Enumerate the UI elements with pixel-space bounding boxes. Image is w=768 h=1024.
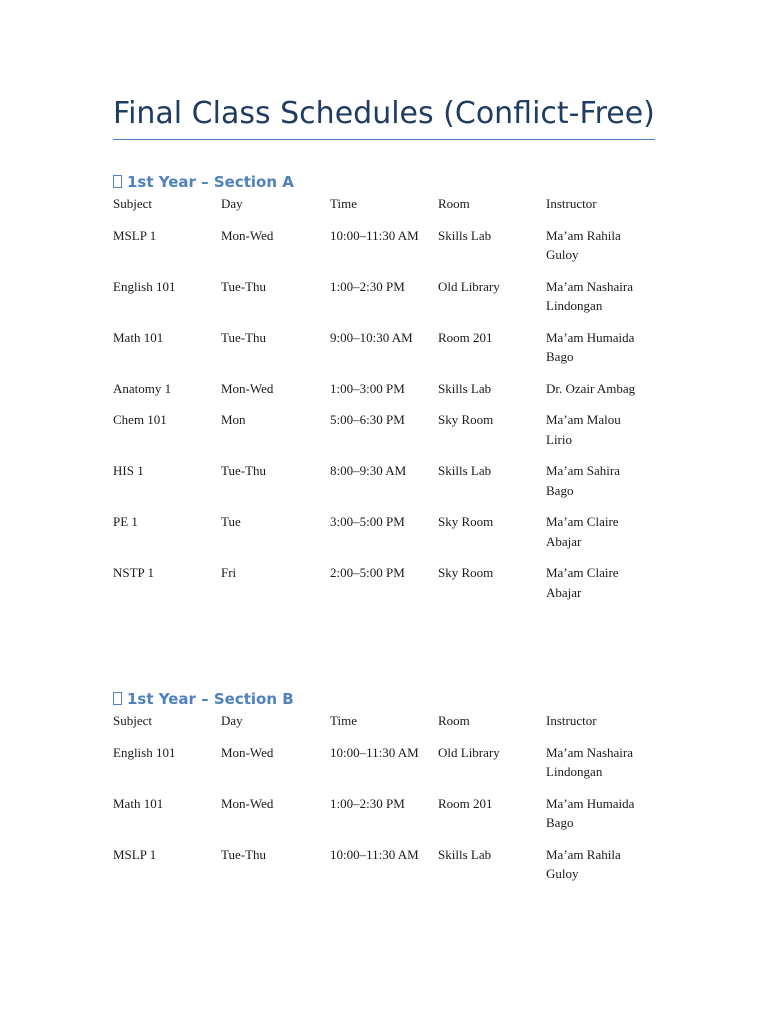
- title-divider: [113, 139, 655, 140]
- cell-instructor: Ma’am Claire Abajar: [546, 565, 619, 600]
- cell-room: Skills Lab: [438, 380, 492, 396]
- cell-day: Tue: [221, 514, 241, 529]
- cell-time: 10:00–11:30 AM: [330, 846, 419, 862]
- cell-subject: English 101: [113, 744, 176, 760]
- table-row: [113, 845, 655, 896]
- section-1st-year-a: [113, 170, 655, 614]
- cell-time: 1:00–2:30 PM: [330, 278, 405, 294]
- cell-subject: Chem 101: [113, 412, 167, 427]
- column-header-subject: Subject: [113, 196, 152, 211]
- cell-room: Skills Lab: [438, 846, 492, 862]
- cell-time: 1:00–3:00 PM: [330, 380, 405, 396]
- cell-instructor: Ma’am Nashaira Lindongan: [546, 744, 633, 779]
- cell-room: Room 201: [438, 795, 493, 811]
- cell-day: Tue-Thu: [221, 329, 267, 345]
- table-row: [113, 743, 655, 794]
- cell-instructor: Ma’am Sahira Bago: [546, 463, 621, 498]
- table-header-row: [113, 711, 655, 743]
- column-header-subject: Subject: [113, 713, 152, 728]
- cell-instructor: Ma’am Humaida Bago: [546, 329, 635, 364]
- cell-instructor: Ma’am Nashaira Lindongan: [546, 278, 633, 313]
- cell-room: Skills Lab: [438, 227, 492, 243]
- cell-day: Mon-Wed: [221, 744, 274, 760]
- cell-day: Tue-Thu: [221, 846, 267, 862]
- calendar-icon: [113, 175, 122, 188]
- column-header-room: Room: [438, 196, 470, 211]
- section-heading-text: 1st Year – Section B: [127, 690, 294, 708]
- cell-time: 5:00–6:30 PM: [330, 412, 405, 427]
- cell-instructor: Ma’am Malou Lirio: [546, 412, 621, 447]
- cell-time: 10:00–11:30 AM: [330, 744, 419, 760]
- column-header-instructor: Instructor: [546, 713, 597, 728]
- calendar-icon: [113, 692, 122, 705]
- cell-subject: MSLP 1: [113, 846, 157, 862]
- cell-room: Skills Lab: [438, 463, 492, 478]
- schedule-table: [113, 194, 655, 614]
- table-row: [113, 328, 655, 379]
- table-header-row: [113, 194, 655, 226]
- column-header-room: Room: [438, 713, 470, 728]
- cell-day: Mon-Wed: [221, 380, 274, 396]
- column-header-time: Time: [330, 196, 357, 211]
- cell-time: 3:00–5:00 PM: [330, 514, 405, 529]
- cell-instructor: Dr. Ozair Ambag: [546, 380, 636, 396]
- cell-day: Mon-Wed: [221, 227, 274, 243]
- table-row: [113, 226, 655, 277]
- column-header-day: Day: [221, 196, 243, 211]
- cell-room: Sky Room: [438, 565, 494, 580]
- section-heading: [113, 170, 655, 194]
- cell-subject: Anatomy 1: [113, 380, 172, 396]
- cell-instructor: Ma’am Rahila Guloy: [546, 846, 621, 881]
- column-header-time: Time: [330, 713, 357, 728]
- cell-day: Fri: [221, 565, 237, 580]
- table-row: [113, 794, 655, 845]
- schedule-table: [113, 711, 655, 896]
- table-row: [113, 563, 655, 614]
- cell-subject: English 101: [113, 278, 176, 294]
- cell-subject: Math 101: [113, 795, 164, 811]
- cell-room: Old Library: [438, 278, 500, 294]
- cell-room: Old Library: [438, 744, 500, 760]
- cell-time: 9:00–10:30 AM: [330, 329, 413, 345]
- cell-time: 1:00–2:30 PM: [330, 795, 405, 811]
- section-heading-text: 1st Year – Section A: [127, 173, 294, 191]
- cell-instructor: Ma’am Claire Abajar: [546, 514, 619, 549]
- page-title: Final Class Schedules (Conflict-Free): [113, 96, 655, 131]
- cell-day: Mon: [221, 412, 246, 427]
- table-row: [113, 410, 655, 461]
- cell-room: Room 201: [438, 329, 493, 345]
- cell-day: Mon-Wed: [221, 795, 274, 811]
- table-row: [113, 379, 655, 411]
- cell-time: 8:00–9:30 AM: [330, 463, 407, 478]
- cell-instructor: Ma’am Rahila Guloy: [546, 227, 621, 262]
- cell-day: Tue-Thu: [221, 463, 267, 478]
- section-heading: [113, 687, 655, 711]
- cell-room: Sky Room: [438, 514, 494, 529]
- table-row: [113, 461, 655, 512]
- cell-day: Tue-Thu: [221, 278, 267, 294]
- cell-room: Sky Room: [438, 412, 494, 427]
- cell-subject: HIS 1: [113, 463, 144, 478]
- cell-subject: PE 1: [113, 514, 138, 529]
- cell-time: 2:00–5:00 PM: [330, 565, 405, 580]
- column-header-instructor: Instructor: [546, 196, 597, 211]
- table-row: [113, 512, 655, 563]
- cell-subject: MSLP 1: [113, 227, 157, 243]
- column-header-day: Day: [221, 713, 243, 728]
- cell-subject: Math 101: [113, 329, 164, 345]
- cell-subject: NSTP 1: [113, 565, 155, 580]
- cell-time: 10:00–11:30 AM: [330, 227, 419, 243]
- table-row: [113, 277, 655, 328]
- section-1st-year-b: [113, 687, 655, 896]
- cell-instructor: Ma’am Humaida Bago: [546, 795, 635, 830]
